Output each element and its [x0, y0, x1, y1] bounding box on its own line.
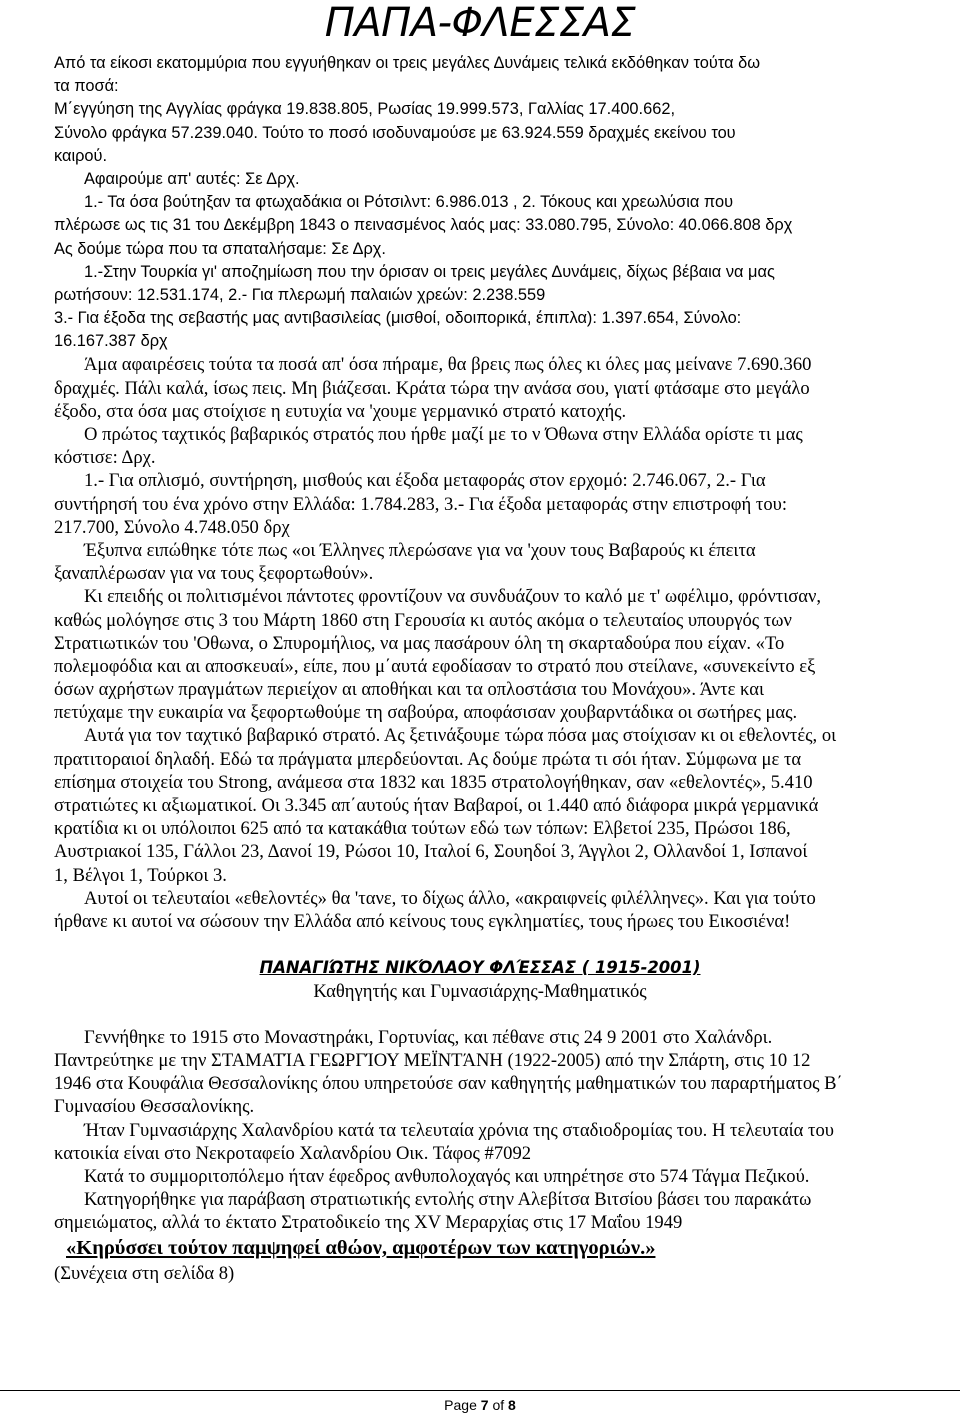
text-line: Άμα αφαιρέσεις τούτα τα ποσά απ' όσα πήραμε, θα βρεις πως όλες κι όλες μας μείνανε 7.690.360 [84, 354, 812, 376]
bio-text-line: κατοικία είναι στο Νεκροταφείο Χαλανδρίου Οικ. Τάφος #7092 [54, 1142, 532, 1164]
text-line: στρατιώτες κι αξιωματικοί. Οι 3.345 απ΄αυτούς ήταν Βαβαροί, οι 1.440 από διάφορα μικρά γερμανικά [54, 795, 819, 816]
bio-text-line: 1946 στα Κουφάλια Θεσσαλονίκης όπου υπηρετούσε σαν καθηγητής μαθηματικών του παραρτήματος Β΄ [54, 1073, 843, 1095]
text-line: Έξυπνα ειπώθηκε τότε πως «οι Έλληνες πλερώσανε για να 'χουν τους Βαβαρούς κι έπειτα [84, 539, 756, 561]
footer-prefix: Page [444, 1397, 481, 1413]
text-line: Μ΄εγγύηση της Αγγλίας φράγκα 19.838.805, Ρωσίας 19.999.573, Γαλλίας 17.400.662, [54, 100, 676, 119]
text-line: Ο πρώτος ταχτικός βαβαρικός στρατός που ήρθε μαζί με το ν Όθωνα στην Ελλάδα ορίστε τι μας [84, 424, 803, 445]
text-line: Σύνολο φράγκα 57.239.040. Τούτο το ποσό ισοδυναμούσε με 63.924.559 δραχμές εκείνου του [54, 123, 736, 142]
text-line: τα ποσά: [54, 77, 119, 96]
text-line: κόστισε: Δρχ. [54, 447, 156, 469]
bio-text-line: Γεννήθηκε το 1915 στο Μοναστηράκι, Γορτυνίας, και πέθανε στις 24 9 2001 στο Χαλάνδρι. [84, 1026, 773, 1048]
document-body [0, 52, 960, 1285]
bio-subheading: Καθηγητής και Γυμνασιάρχης-Μαθηματικός [313, 980, 647, 1002]
text-line: Αυτοί οι τελευταίοι «εθελοντές» θα 'τανε, το δίχως άλλο, «ακραιφνείς φιλέλληνες». Και για τούτο [84, 887, 816, 909]
page-title: ΠΑΠΑ-ΦΛΕΣΣΑΣ [324, 0, 636, 46]
bio-text-line: Κατηγορήθηκε για παράβαση στρατιωτικής εντολής στην Αλεβίτσα Βιτσίου βάσει του παρακάτω [84, 1189, 812, 1211]
footer-page-total: 8 [508, 1397, 516, 1413]
text-line: Στρατιωτικών του 'Οθωνα, ο Σπυρομήλιος, να μας πασάρουν όλη τη σκαρταδούρα που είχαν. «Το [54, 632, 785, 654]
footer-page-number: 7 [480, 1397, 489, 1413]
text-line: 1.-Στην Τουρκία γι' αποζημίωση που την όρισαν οι τρεις μεγάλες Δυνάμεις, δίχως βέβαια να μας [84, 262, 775, 281]
text-line: έξοδο, στα όσα μας στοίχισε η ευτυχία να 'χουμε γερμανικό στρατό κατοχής. [54, 400, 627, 422]
text-line: πετύχαμε την ευκαιρία να ξεφορτωθούμε τη σαβούρα, αποφάσισαν χουβαρντάδικα οι σωτήρες μας. [54, 702, 798, 724]
text-line: πολεμοφόδια και αι αποσκευαί», είπε, που μ΄αυτά εφοδίασαν το στρατό που στείλανε, «συνεκείντο εξ [54, 655, 816, 677]
bio-text-line: Παντρεύτηκε με την ΣΤΑΜΑΤΊΑ ΓΕΩΡΓΊΟΥ ΜΕΪΝΤΆΝΗ (1922-2005) από την Σπάρτη, στις 10 12 [54, 1050, 811, 1072]
text-line: καιρού. [54, 146, 108, 165]
footer-middle: of [488, 1397, 509, 1413]
text-line: Κι επειδής οι πολιτισμένοι πάντοτες φροντίζουν να συνδυάζουν το καλό με τ' ωφέλιμο, φρόντισαν, [84, 586, 822, 608]
text-line: δραχμές. Πάλι καλά, ίσως πεις. Μη βιάζεσαι. Κράτα τώρα την ανάσα σου, γιατί φτάσαμε στο μεγάλο [54, 377, 810, 399]
bio-text-line: σημειώματος, αλλά το έκτατο Στρατοδικείο της XV Μεραρχίας στις 17 Μαΐου 1949 [54, 1212, 683, 1234]
text-line: επίσημα στοιχεία του Strong, ανάμεσα στα 1832 και 1835 στρατολογήθηκαν, σαν «εθελοντές», 5.410 [54, 771, 813, 793]
text-line: Από τα είκοσι εκατομμύρια που εγγυήθηκαν οι τρεις μεγάλες Δυνάμεις τελικά εκδόθηκαν τούτα δω [54, 54, 761, 72]
page-footer [0, 1390, 960, 1413]
continuation-note: (Συνέχεια στη σελίδα 8) [54, 1262, 235, 1284]
text-line: 1, Βέλγοι 1, Τούρκοι 3. [54, 864, 227, 886]
text-line: 217.700, Σύνολο 4.748.050 δρχ [54, 516, 290, 538]
text-line: συντήρησή του ένα χρόνο στην Ελλάδα: 1.784.283, 3.- Για έξοδα μεταφοράς στην επιστροφή του: [54, 493, 788, 515]
bio-heading: ΠΑΝΑΓΙΏΤΗΣ ΝΙΚΌΛΑΟΥ ΦΛΈΣΣΑΣ ( 1915-2001) [259, 958, 701, 978]
spacer [0, 933, 960, 956]
text-line: πρατιτοραιοί δηλαδή. Εδώ τα πράγματα μπερδεύονται. Ας δούμε πρώτα τι σόι ήταν. Σύμφωνα με τα [54, 748, 802, 770]
text-line: Αυτά για τον ταχτικό βαβαρικό στρατό. Ας ξετινάξουμε τώρα πόσα μας στοίχισαν κι οι εθελοντές, οι [84, 725, 837, 747]
text-line: κρατίδια κι οι υπόλοιποι 625 από τα κατακάθια τούτων εδώ των τόπων: Ελβετοί 235, Πρώσοι 186, [54, 818, 791, 840]
text-line: ρωτήσουν: 12.531.174, 2.- Για πλερωμή παλαιών χρεών: 2.238.559 [54, 285, 546, 304]
bio-text-line: Ήταν Γυμνασιάρχης Χαλανδρίου κατά τα τελευταία χρόνια της σταδιοδρομίας του. Η τελευταία του [84, 1119, 834, 1141]
text-line: 1.- Τα όσα βούτηξαν τα φτωχαδάκια οι Ρότσιλντ: 6.986.013 , 2. Τόκους και χρεωλύσια που [84, 193, 734, 212]
bio-text-line: Κατά το συμμοριτοπόλεμο ήταν έφεδρος ανθυπολοχαγός και υπηρέτησε στο 574 Τάγμα Πεζικού. [84, 1166, 810, 1187]
bio-text-line: Γυμνασίου Θεσσαλονίκης. [54, 1096, 255, 1118]
text-line: όσων αχρήστων πραγμάτων περιείχον αι αποθήκαι και τα οπλοστάσια του Μονάχου». Άντε και [54, 679, 764, 701]
text-line: 1.- Για οπλισμό, συντήρηση, μισθούς και έξοδα μεταφοράς στον ερχομό: 2.746.067, 2.- Για [84, 470, 766, 492]
text-line: ήρθανε κι αυτοί να σώσουν την Ελλάδα από κείνους τους εγκληματίες, τους ήρωες του Εικοσιένα! [54, 910, 791, 932]
text-line: πλέρωσε ως τις 31 του Δεκέμβρη 1843 ο πεινασμένος λαός μας: 33.080.795, Σύνολο: 40.066.808 δρχ [54, 216, 793, 235]
text-line: Αφαιρούμε απ' αυτές: Σε Δρχ. [84, 169, 300, 188]
spacer [0, 1003, 960, 1026]
text-line: 16.167.387 δρχ [54, 332, 168, 351]
verdict-quote: «Κηρύσσει τούτον παμψηφεί αθώον, αμφοτέρων των κατηγοριών.» [66, 1236, 656, 1259]
text-line: 3.- Για έξοδα της σεβαστής μας αντιβασιλείας (μισθοί, οδοιπορικά, έπιπλα): 1.397.654, Σύνολο: [54, 309, 742, 328]
text-line: Ας δούμε τώρα που τα σπαταλήσαμε: Σε Δρχ. [54, 239, 386, 258]
text-line: Αυστριακοί 135, Γάλλοι 23, Δανοί 19, Ρώσοι 10, Ιταλοί 6, Σουηδοί 3, Άγγλοι 2, Ολλανδοί 1, Ισπανοί [54, 841, 808, 863]
text-line: ξαναπλέρωσαν για να τους ξεφορτωθούν». [54, 563, 374, 585]
text-line: καθώς μολόγησε στις 3 του Μάρτη 1860 στη Γερουσία κι αυτός ακόμα ο τελευταίος υπουργός των [54, 609, 792, 631]
